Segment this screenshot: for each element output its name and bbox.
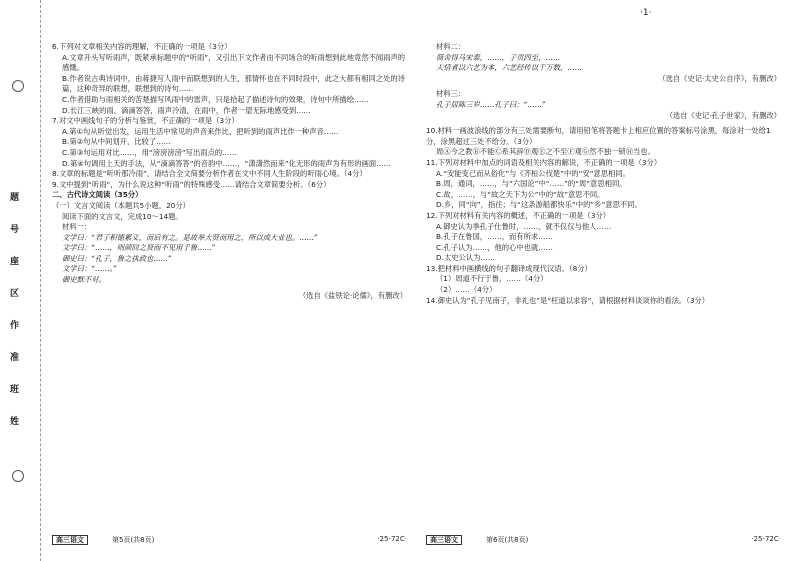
option-6b: B.作者说古典诗词中，由蒋捷写人雨中而联想到的人生，那情怀也在不同时段中，此之大都有相同之处的诗篇，这种奇异的联想，联想到的诗句…… [62, 73, 405, 94]
classical-passage: 文学曰：“君子积德累义，而后有之。是故举大贤而用之，所以成大业也。……” [62, 232, 318, 242]
option-6d: D.长江三峡的雨，滴滴答答，雨声冷清，在雨中，作者一望无际地感受到…… [62, 105, 311, 115]
classical-passage: 文学曰：“……。” [62, 264, 117, 274]
question-6: 6.下列对文章相关内容的理解，不正确的一项是（3分） [52, 42, 232, 51]
option-12a: A.御史认为季孔子仕鲁时，……，就不仅仅与他人…… [436, 221, 612, 231]
material-2-label: 材料二： [436, 42, 466, 51]
page-marker: ·1· [640, 8, 652, 18]
option-7a: A.第①句从听觉出发，运用生活中常见的声音来作比，把听到的雨声比作一种声音…… [62, 126, 339, 136]
option-12b: B.孔子在鲁国，……，而有所求…… [436, 232, 553, 242]
option-11b: B.周，通词，……，与“六国论”中“……”的“周”意思相同。 [436, 179, 627, 189]
page-number: 第6页(共8页) [486, 536, 529, 544]
sidebar-char: 班 [10, 385, 20, 395]
question-8: 8.文章的标题是“听听那冷雨”，请结合全文简要分析作者在文中不同人生阶段的听雨心境。（4分） [52, 169, 367, 179]
classical-passage: 孔子居陈三岁……孔子曰：“……” [436, 99, 546, 109]
subject-label: 高三语文 [426, 535, 462, 545]
source-note: （选自《盐铁论·论儒》，有删改） [298, 290, 407, 300]
question-10: 10.材料一画波浪线的部分有三处需要断句，请用铅笔将答题卡上相应位置的答案标号涂黑，每涂对一处给1分，涂黑超过三处不给分。（3分） [426, 126, 771, 146]
classical-passage: 夫情者以六艺为本，六艺经传以千万数，…… [436, 63, 582, 73]
sidebar-char: 准 [10, 353, 20, 363]
option-6c: C.作者借助与雨相关的苦楚描写风雨中的雷声，只是拾起了描述诗句的效果，诗句中所描绘…… [62, 94, 369, 104]
question-13: 13.把材料中画横线的句子翻译成现代汉语。（8分） [426, 263, 592, 273]
question-13-part1: （1）周道不行于鲁，……（4分） [436, 274, 548, 284]
question-7: 7.对文中画线句子的分析与鉴赏，不正确的一项是（3分） [52, 116, 239, 126]
material-3-label: 材料三： [436, 89, 466, 99]
option-6a: A.文章开头写听雨声，既紧承标题中的“听雨”，又引出下文作者由不同场合的听雨想到此地竟然不闻雨声的感慨。 [62, 52, 406, 73]
material-1-label: 材料一： [62, 222, 92, 232]
exam-code: ·25-72C· [751, 535, 781, 543]
classical-passage: 简舍得马宋泰，……，子贡四至，…… [436, 52, 561, 62]
sidebar-char: 姓 [10, 417, 20, 427]
subject-label: 高三语文 [52, 535, 88, 545]
left-footer [52, 535, 407, 545]
sidebar-char: 题 [10, 193, 20, 203]
option-7d: D.第④句调用上天的手法，从“滴滴答答”的音韵中……，“潇潇然而来”化无形的雨声为有形的画面…… [62, 158, 391, 168]
question-9: 9.文中提到“听雨”，为什么说这种“听雨”的特殊感受……请结合文章简要分析。（6分） [52, 179, 331, 189]
option-7b: B.第②句从中间划开，比较了…… [62, 137, 171, 147]
right-page [426, 42, 781, 306]
binding-margin [0, 0, 41, 561]
source-note: （选自《史记·太史公自序》，有删改） [658, 73, 781, 83]
reading-instruction: 阅读下面的文言文，完成10～14题。 [62, 211, 183, 221]
sidebar-char: 座 [10, 257, 20, 267]
option-12d: D.太史公认为…… [436, 253, 496, 263]
classical-passage: 文学曰：“……，则颜回之贤而不见用于鲁……” [62, 243, 216, 253]
sidebar-char: 区 [10, 289, 20, 299]
binding-hole [12, 470, 24, 482]
page-number: 第5页(共8页) [112, 536, 155, 544]
subsection-heading: （一）文言文阅读（本题共5小题，20分） [52, 200, 190, 210]
sidebar-char: 作 [10, 321, 20, 331]
classical-passage: 御史默不对。 [62, 275, 106, 285]
exam-code: ·25-72C· [377, 535, 407, 543]
sidebar-char: 号 [10, 225, 20, 235]
question-14: 14.御史认为“孔子见南子，非礼也”是“枉道以求容”，请根据材料谈谈你的看法。（3分） [426, 295, 710, 305]
option-11d: D.乡，同“向”，指往；与“这条游船都快乐”中的“乡”意思不同。 [436, 200, 642, 210]
question-13-part2: （2）……（4分） [436, 285, 497, 295]
option-7c: C.第③句运用对比……，用“滂滂滂滂”写出雨点的…… [62, 147, 237, 157]
question-10-options: 周Ⓐ今之教Ⓑ不能Ⓒ系其辞Ⓓ观Ⓔ之不至Ⓕ观Ⓖ然不独一锁Ⓗ当也。 [436, 147, 655, 157]
left-page [52, 42, 407, 301]
section-heading: 二、古代诗文阅读（35分） [52, 190, 143, 200]
binding-hole [12, 80, 24, 92]
source-note: （选自《史记·孔子世家》，有删改） [665, 110, 781, 120]
question-11: 11.下列对材料中加点的词语及相关内容的解说，不正确的一项是（3分） [426, 157, 662, 167]
classical-passage: 御史曰：“孔子，鲁之执政也……” [62, 253, 172, 263]
right-footer [426, 535, 781, 545]
option-11c: C.故，……，与“故之天下为公”中的“故”意思不同。 [436, 189, 605, 199]
option-12c: C.孔子认为……，他的心中也就…… [436, 242, 553, 252]
question-12: 12.下列对材料有关内容的概述，不正确的一项是（3分） [426, 210, 611, 220]
option-11a: A.“安能变己而从俗化”与《齐桓公伐楚”中的“安”意思相同。 [436, 168, 630, 178]
